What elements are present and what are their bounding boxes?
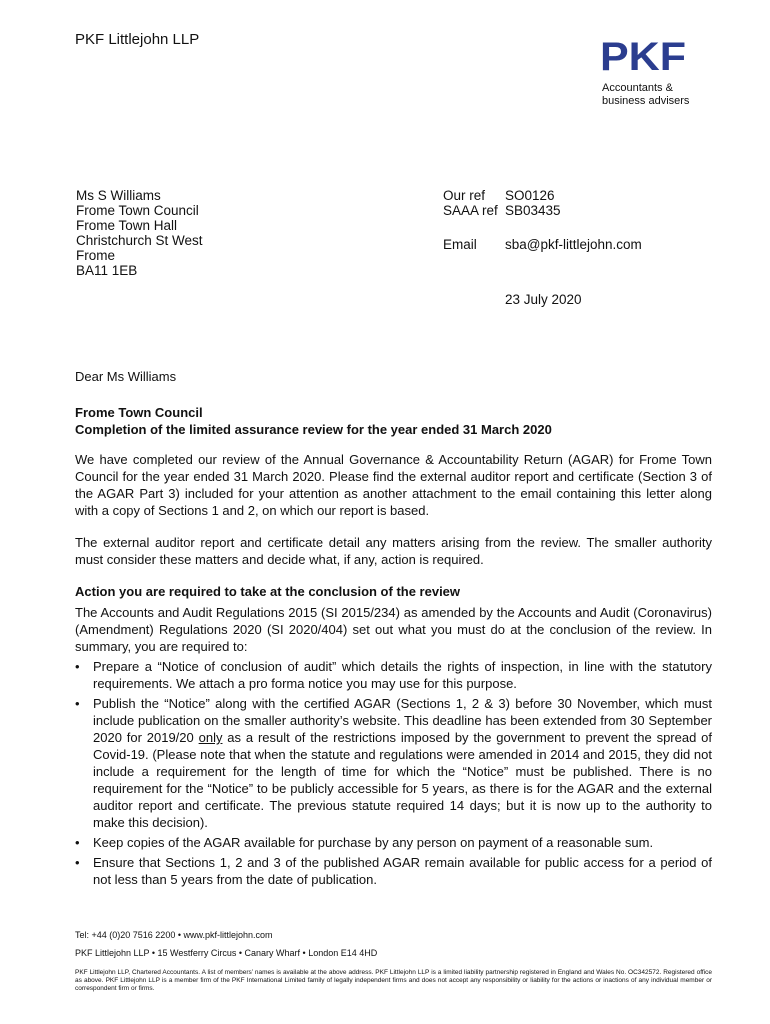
address-line: Frome [76, 248, 116, 263]
list-item-text: Ensure that Sections 1, 2 and 3 of the published AGAR remain available for public access for a period of not less than 5 years from the date of publication. [93, 855, 712, 887]
address-line: Ms S Williams [76, 188, 161, 203]
saaa-ref-value: SB03435 [505, 203, 561, 218]
logo-text: PKF [600, 37, 686, 73]
paragraph-3: The Accounts and Audit Regulations 2015 (SI 2015/234) as amended by the Accounts and Audit (Coronavirus) (Amendment) Regulations 2020 (SI 2020/404) set out what you must do at the conclusion of the review. In summary, you are required to: [75, 605, 712, 654]
list-item [75, 854, 712, 888]
paragraph-1: We have completed our review of the Annual Governance & Accountability Return (AGAR) for Frome Town Council for the year ended 31 March 2020. Please find the external auditor report and certificate (Section 3 of the AGAR Part 3) included for your attention as another attachment to the email containing this letter along with a copy of Sections 1 and 2, on which our report is based. [75, 452, 712, 518]
requirements-list [75, 658, 712, 888]
list-item [75, 834, 712, 851]
our-ref-label: Our ref [443, 188, 486, 203]
address-line: Frome Town Council [76, 203, 199, 218]
pkf-logo [600, 37, 690, 73]
footer-legal: PKF Littlejohn LLP, Chartered Accountants. A list of members’ names is available at the above address. PKF Littlejohn LLP is a limited liability partnership registered in England and Wales No. OC342572. Registered office as above. PKF Littlejohn LLP is a member firm of the PKF International Limited family of legally independent firms and does not accept any responsibility or liability for the actions or inactions of any individual member or correspondent firm or firms. [75, 969, 712, 992]
bullet-icon: • [75, 855, 80, 870]
address-line: BA11 1EB [76, 263, 138, 278]
our-ref-value: SO0126 [505, 188, 555, 203]
footer-contact: Tel: +44 (0)20 7516 2200 • www.pkf-littlejohn.com [75, 930, 273, 940]
address-line: Christchurch St West [76, 233, 203, 248]
bullet-icon: • [75, 696, 80, 711]
salutation: Dear Ms Williams [75, 369, 177, 384]
recipient-address [76, 188, 203, 278]
heading-council: Frome Town Council [75, 405, 203, 420]
reference-block [443, 188, 642, 252]
footer-address: PKF Littlejohn LLP • 15 Westferry Circus • Canary Wharf • London E14 4HD [75, 948, 378, 958]
footer [75, 929, 712, 993]
firm-name: PKF Littlejohn LLP [75, 31, 200, 48]
letter-body [75, 368, 712, 891]
list-item-text: Prepare a “Notice of conclusion of audit” which details the rights of inspection, in line with the statutory requirements. We attach a pro forma notice you may use for this purpose. [93, 659, 712, 691]
email-value: sba@pkf-littlejohn.com [505, 237, 642, 252]
bullet-icon: • [75, 659, 80, 674]
letter-date: 23 July 2020 [505, 292, 582, 307]
list-item [75, 695, 712, 831]
email-label: Email [443, 237, 477, 252]
list-item-text: Keep copies of the AGAR available for purchase by any person on payment of a reasonable sum. [93, 835, 654, 850]
paragraph-2: The external auditor report and certificate detail any matters arising from the review. The smaller authority must consider these matters and decide what, if any, action is required. [75, 535, 712, 567]
list-item-text-part: Publish the “Notice” along with the certified AGAR (Sections 1, 2 & 3) before 30 November, which must include publication on the smaller authority’s website. This deadline has been extended from 30 September 2020 for 2019/20 [93, 696, 712, 745]
address-line: Frome Town Hall [76, 218, 178, 233]
tagline-line-2: business advisers [602, 95, 690, 107]
heading-subject: Completion of the limited assurance review for the year ended 31 March 2020 [75, 422, 552, 437]
action-heading: Action you are required to take at the conclusion of the review [75, 584, 461, 599]
list-item [75, 658, 712, 692]
list-item-text-part: as a result of the restrictions imposed by the government to prevent the spread of Covid-19. (Please note that when the statute and regulations were amended in 2014 and 2015, they did not include a requirement for the length of time for which the “Notice” must be published. There is no requirement for the “Notice” to be publicly accessible for 5 years, as there is for the AGAR and the external auditor report and certificate. The previous statute required 14 days; but it is now up to the authority to make this decision). [93, 730, 712, 830]
tagline-line-1: Accountants & [602, 82, 673, 94]
saaa-ref-label: SAAA ref [443, 203, 498, 218]
bullet-icon: • [75, 835, 80, 850]
list-item-text [93, 696, 712, 830]
underlined-word: only [198, 730, 223, 745]
tagline [602, 82, 689, 108]
